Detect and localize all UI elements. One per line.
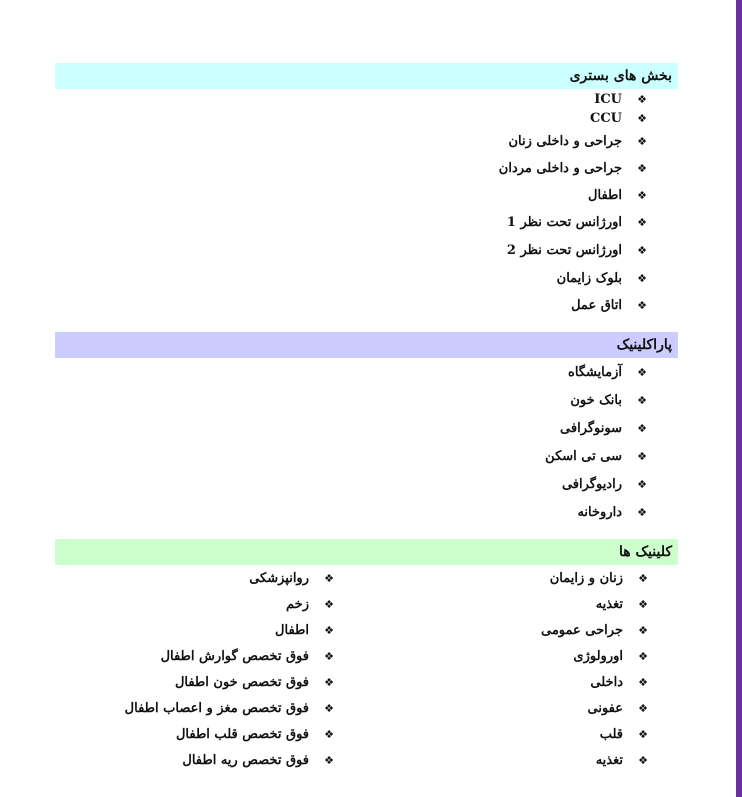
list-item-label: اورژانس تحت نظر 2: [506, 242, 622, 258]
list-item-label: داخلی: [590, 674, 623, 690]
list-item: [55, 358, 648, 386]
page-edge-bar: [736, 0, 742, 797]
diamond-bullet-icon: [323, 728, 335, 741]
diamond-bullet-icon: [636, 189, 648, 202]
diamond-bullet-icon: [636, 506, 648, 519]
list-item: [55, 498, 648, 526]
diamond-bullet-icon: [323, 598, 335, 611]
diamond-bullet-icon: [637, 598, 649, 611]
list-item-label: فوق تخصص مغز و اعصاب اطفال: [124, 700, 309, 716]
diamond-bullet-icon: [637, 676, 649, 689]
section-clinics: [55, 539, 678, 779]
list-item: [55, 128, 648, 155]
diamond-bullet-icon: [636, 394, 648, 407]
diamond-bullet-icon: [636, 135, 648, 148]
clinics-list-left-column: [125, 565, 335, 773]
diamond-bullet-icon: [636, 244, 648, 257]
list-item: [541, 747, 649, 773]
list-item: [541, 721, 649, 747]
inpatient-wards-list: [55, 89, 678, 319]
paraclinic-list: [55, 358, 678, 526]
diamond-bullet-icon: [637, 702, 649, 715]
list-item-label: اتاق عمل: [571, 298, 622, 313]
list-item: [125, 591, 335, 617]
list-item-label: CCU: [589, 111, 622, 126]
section-header-clinics: کلینیک ها: [55, 539, 678, 565]
section-inpatient-wards: [55, 63, 678, 319]
diamond-bullet-icon: [323, 754, 335, 767]
list-item-label: فوق تخصص گوارش اطفال: [160, 648, 309, 664]
list-item-label: زنان و زایمان: [549, 570, 623, 586]
list-item: [55, 264, 648, 292]
list-item-label: روانپزشکی: [249, 570, 309, 586]
diamond-bullet-icon: [636, 216, 648, 229]
diamond-bullet-icon: [637, 572, 649, 585]
list-item: [125, 669, 335, 695]
section-header-paraclinic: پاراکلینیک: [55, 332, 678, 358]
list-item-label: تغذیه: [595, 752, 623, 768]
diamond-bullet-icon: [636, 366, 648, 379]
list-item: [55, 292, 648, 319]
list-item: [125, 565, 335, 591]
list-item: [55, 470, 648, 498]
list-item-label: اطفال: [588, 188, 622, 203]
list-item: [541, 617, 649, 643]
list-item: [125, 617, 335, 643]
diamond-bullet-icon: [637, 624, 649, 637]
diamond-bullet-icon: [636, 299, 648, 312]
list-item: [541, 669, 649, 695]
list-item: [125, 643, 335, 669]
list-item: [125, 695, 335, 721]
list-item: [541, 565, 649, 591]
diamond-bullet-icon: [323, 624, 335, 637]
list-item-label: فوق تخصص ریه اطفال: [182, 752, 309, 768]
list-item-label: اورژانس تحت نظر 1: [506, 215, 622, 230]
clinics-list-right-column: [541, 565, 649, 773]
diamond-bullet-icon: [636, 422, 648, 435]
diamond-bullet-icon: [636, 162, 648, 175]
diamond-bullet-icon: [323, 702, 335, 715]
diamond-bullet-icon: [323, 650, 335, 663]
list-item-label: جراحی و داخلی مردان: [498, 161, 622, 176]
list-item-label: زخم: [286, 596, 309, 612]
list-item: [541, 643, 649, 669]
list-item-label: فوق تخصص قلب اطفال: [175, 726, 309, 742]
list-item: [55, 236, 648, 264]
diamond-bullet-icon: [637, 754, 649, 767]
list-item: [125, 721, 335, 747]
section-header-inpatient-wards: بخش های بستری: [55, 63, 678, 89]
list-item-label: بلوک زایمان: [556, 270, 622, 286]
diamond-bullet-icon: [323, 572, 335, 585]
diamond-bullet-icon: [637, 650, 649, 663]
diamond-bullet-icon: [636, 93, 648, 106]
list-item-label: اورولوژی: [573, 648, 623, 664]
list-item-label: ICU: [594, 91, 622, 107]
list-item: [55, 386, 648, 414]
list-item-label: جراحی عمومی: [540, 622, 623, 638]
list-item-label: بانک خون: [570, 392, 622, 408]
list-item: [541, 695, 649, 721]
list-item-label: رادیوگرافی: [561, 476, 622, 492]
list-item: [55, 155, 648, 182]
list-item: [55, 182, 648, 209]
list-item-label: تغذیه: [595, 596, 623, 612]
list-item: [55, 109, 648, 128]
list-item-label: سی تی اسکن: [545, 448, 622, 464]
list-item-label: فوق تخصص خون اطفال: [174, 674, 309, 690]
diamond-bullet-icon: [636, 272, 648, 285]
diamond-bullet-icon: [323, 676, 335, 689]
list-item-label: قلب: [599, 726, 623, 742]
list-item: [55, 442, 648, 470]
list-item-label: آزمایشگاه: [568, 364, 622, 380]
diamond-bullet-icon: [636, 450, 648, 463]
section-paraclinic: [55, 332, 678, 526]
list-item-label: اطفال: [275, 622, 309, 638]
list-item-label: جراحی و داخلی زنان: [508, 134, 622, 149]
list-item: [55, 89, 648, 109]
diamond-bullet-icon: [637, 728, 649, 741]
list-item: [541, 591, 649, 617]
list-item: [55, 414, 648, 442]
list-item-label: داروخانه: [577, 504, 622, 520]
diamond-bullet-icon: [636, 112, 648, 125]
diamond-bullet-icon: [636, 478, 648, 491]
list-item: [125, 747, 335, 773]
list-item: [55, 209, 648, 236]
list-item-label: عفونی: [587, 700, 623, 716]
list-item-label: سونوگرافی: [560, 420, 622, 436]
